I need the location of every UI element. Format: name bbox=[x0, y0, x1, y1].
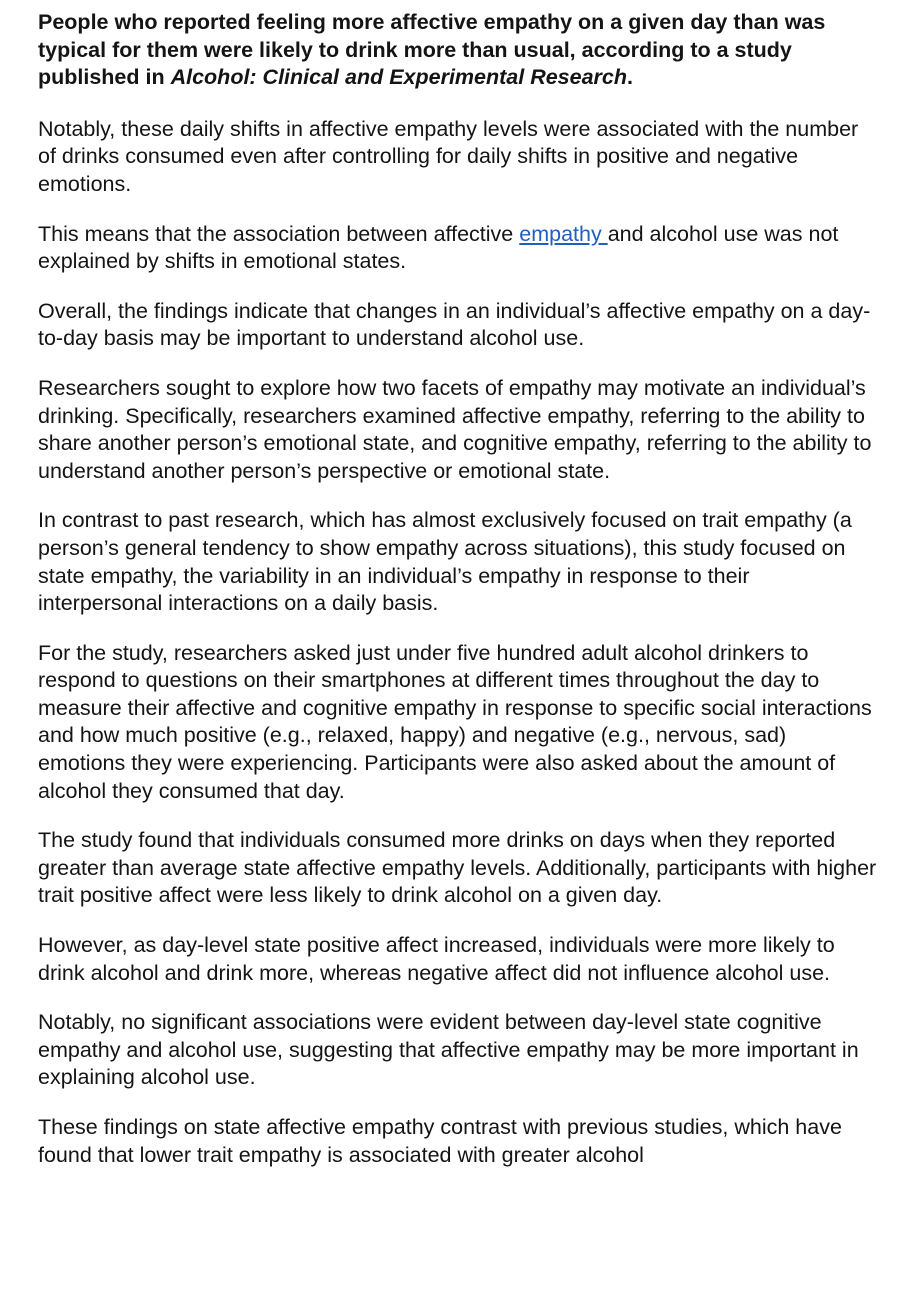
lead-text: People who reported feeling more affective empathy on a given day than was typical for them were likely to drink more than usual, according to a study published in bbox=[38, 10, 826, 90]
paragraph-9: Notably, no significant associations were evident between day-level state cognitive empathy and alcohol use, suggesting that affective empathy may be more important in explaining alcohol use. bbox=[38, 1010, 859, 1090]
paragraph-10: These findings on state affective empathy contrast with previous studies, which have found that lower trait empathy is associated with greater alcohol bbox=[38, 1115, 842, 1167]
paragraph-6: For the study, researchers asked just under five hundred adult alcohol drinkers to respond to questions on their smartphones at different times throughout the day to measure their affective and cognitive empathy in response to specific social interactions and how much positive (e.g., relaxed, happy) and negative (e.g., nervous, sad) emotions they were experiencing. Participants were also asked about the amount of alcohol they consumed that day. bbox=[38, 640, 872, 803]
paragraph-8: However, as day-level state positive affect increased, individuals were more likely to drink alcohol and drink more, whereas negative affect did not influence alcohol use. bbox=[38, 933, 835, 985]
paragraph-2-start: This means that the association between affective bbox=[38, 221, 520, 246]
paragraph-1: Notably, these daily shifts in affective empathy levels were associated with the number of drinks consumed even after controlling for daily shifts in positive and negative emotions. bbox=[38, 116, 859, 196]
journal-title: Alcohol: Clinical and Experimental Research bbox=[170, 65, 628, 90]
lead-paragraph bbox=[38, 9, 878, 92]
paragraph-4: Researchers sought to explore how two facets of empathy may motivate an individual’s drinking. Specifically, researchers examined affective empathy, referring to the ability to share another person’s emotional state, and cognitive empathy, referring to the ability to understand another person’s perspective or emotional state. bbox=[38, 375, 872, 483]
paragraph-2-end: and alcohol use was not explained by shifts in emotional states. bbox=[38, 221, 839, 274]
article-body bbox=[38, 9, 878, 1191]
paragraph-7: The study found that individuals consumed more drinks on days when they reported greater than average state affective empathy levels. Additionally, participants with higher trait positive affect were less likely to drink alcohol on a given day. bbox=[38, 828, 877, 908]
lead-end: . bbox=[627, 65, 633, 90]
paragraph-5: In contrast to past research, which has almost exclusively focused on trait empathy (a person’s general tendency to show empathy across situations), this study focused on state empathy, the variability in an individual’s empathy in response to their interpersonal interactions on a daily basis. bbox=[38, 508, 852, 616]
paragraph-3: Overall, the findings indicate that changes in an individual’s affective empathy on a day-to-day basis may be important to understand alcohol use. bbox=[38, 298, 871, 351]
paragraph-2 bbox=[38, 221, 878, 276]
empathy-link[interactable]: empathy bbox=[519, 221, 608, 246]
